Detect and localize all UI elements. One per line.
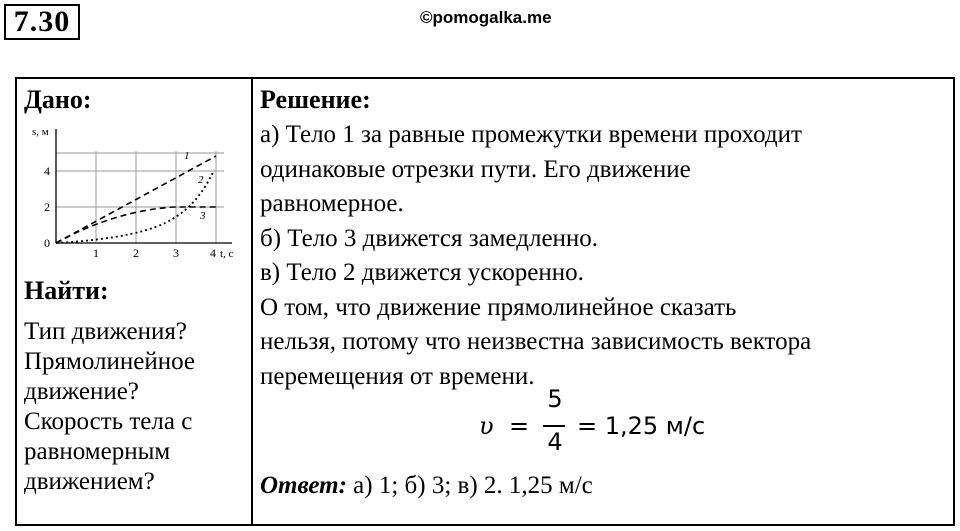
watermark: ©pomogalka.me (420, 8, 552, 27)
solution-line: в) Тело 2 движется ускоренно. (260, 259, 584, 286)
find-item: движением? (24, 468, 155, 495)
solution-line: а) Тело 1 за равные промежутки времени проходит (260, 121, 802, 148)
formula-numerator: 5 (547, 385, 563, 413)
formula-result: = 1,25 м/с (577, 412, 706, 440)
solution-line: перемещения от времени. (260, 362, 535, 390)
solution-column (260, 85, 950, 499)
given-column (24, 85, 246, 495)
find-heading: Найти: (24, 276, 109, 305)
find-item: Прямолинейное (24, 348, 196, 375)
formula-variable: υ (479, 412, 494, 440)
answer-label: Ответ: (260, 472, 347, 499)
find-item: Скорость тела с (24, 408, 193, 435)
curve-label: 1 (184, 150, 190, 162)
solution-heading: Решение: (260, 85, 371, 114)
solution-table (15, 77, 955, 526)
solution-text (260, 118, 950, 394)
solution-line: б) Тело 3 движется замедленно. (260, 224, 599, 252)
answer-text: а) 1; б) 3; в) 2. 1,25 м/с (346, 472, 593, 499)
x-tick: 1 (93, 246, 99, 260)
curve-label: 2 (198, 174, 204, 186)
x-tick: 4 (210, 246, 216, 260)
y-tick: 0 (44, 236, 50, 250)
fraction-bar (543, 425, 565, 427)
motion-graph (24, 123, 238, 263)
x-tick: 3 (173, 246, 179, 260)
solution-line: равномерное. (260, 190, 404, 217)
y-tick: 2 (44, 200, 50, 214)
solution-line: О том, что движение прямолинейное сказать (260, 293, 737, 321)
find-item: Тип движения? (24, 318, 187, 345)
answer (260, 472, 593, 500)
curve-label: 3 (200, 210, 206, 222)
speed-formula (479, 385, 799, 465)
x-tick: 2 (133, 246, 139, 260)
solution-line: одинаковые отрезки пути. Его движение (260, 155, 691, 183)
x-axis-label: t, c (220, 248, 234, 260)
formula-equals: = (509, 412, 530, 440)
problem-number: 7.30 (4, 4, 80, 40)
y-axis-label: s, м (32, 126, 49, 138)
find-item: движение? (24, 378, 139, 405)
given-heading: Дано: (24, 85, 92, 114)
formula-denominator: 4 (547, 428, 563, 456)
find-item: равномерным (24, 438, 171, 465)
column-divider (251, 79, 253, 524)
solution-line: нельзя, потому что неизвестна зависимость вектора (260, 328, 812, 355)
find-list (24, 317, 195, 497)
y-tick: 4 (44, 164, 50, 178)
